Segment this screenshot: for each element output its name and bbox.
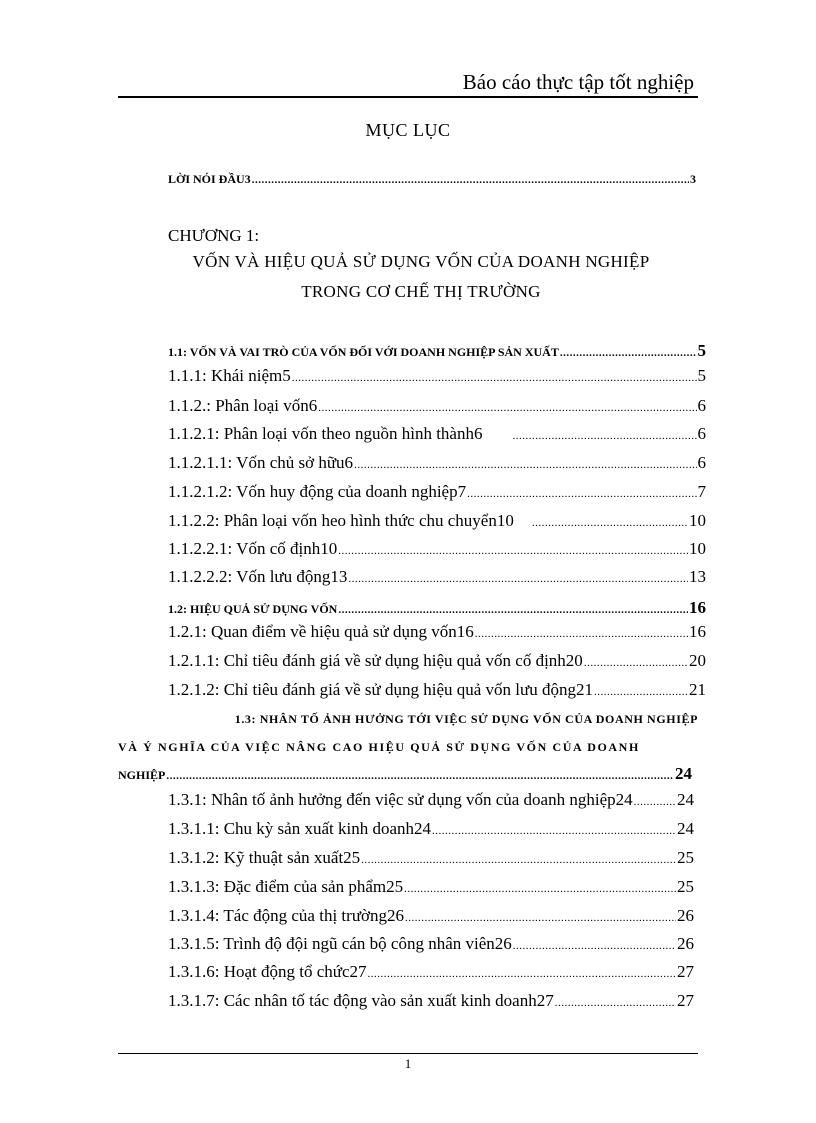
toc-entry-text: 1.1.2.1.2: Vốn huy động của doanh nghiệp7 [168,482,467,501]
toc-entry-1-3-1-2[interactable] [168,848,694,868]
toc-leader-dots [361,854,676,866]
toc-entry-text: 1.3.1.1: Chu kỳ sản xuất kinh doanh24 [168,819,432,838]
toc-entry-1-3-1-1[interactable] [168,819,694,839]
toc-entry-intro[interactable] [168,172,696,187]
toc-leader-dots [166,770,674,782]
toc-entry-page: 10 [689,511,706,530]
toc-entry-page: 6 [697,453,706,472]
toc-entry-text: 1.3.1.2: Kỹ thuật sản xuất25 [168,848,361,867]
page-header [118,66,698,98]
toc-entry-text: 1.2.1.2: Chỉ tiêu đánh giá về sử dụng hiệu quả vốn lưu động21 [168,680,593,699]
toc-entry-1-2-1-1[interactable] [168,651,706,671]
toc-entry-page: 6 [697,396,706,415]
toc-leader-dots [368,968,676,980]
toc-entry-1-1-2-2[interactable] [168,511,706,531]
toc-leader-dots [404,883,676,895]
toc-entry-1-3-1-5[interactable] [168,934,694,954]
toc-leader-dots [512,430,696,442]
chapter-title-line1: VỐN VÀ HIỆU QUẢ SỬ DỤNG VỐN CỦA DOANH NGHIỆP [192,252,650,271]
toc-entry-text: 1.1.2.1: Phân loại vốn theo nguồn hình thành6 [168,424,483,443]
toc-leader-dots [467,488,696,500]
toc-entry-1-1[interactable] [168,341,706,361]
toc-leader-dots [338,604,688,616]
toc-entry-page: 27 [677,991,694,1010]
toc-leader-dots [555,997,676,1009]
toc-entry-page: 5 [697,341,706,360]
toc-leader-dots [318,402,696,414]
toc-entry-text: NGHIỆP [118,768,166,782]
chapter-label: CHƯƠNG 1: [168,226,260,245]
toc-leader-dots [338,545,688,557]
toc-leader-dots [292,372,697,384]
chapter-title-line2: TRONG CƠ CHẾ THỊ TRƯỜNG [301,282,541,301]
toc-entry-text: 1.1.2.2.2: Vốn lưu động13 [168,567,348,586]
toc-entry-page: 26 [677,906,694,925]
toc-entry-page: 24 [677,819,694,838]
toc-entry-1-1-2-2-1[interactable] [168,539,706,559]
toc-entry-text: 1.1.2.: Phân loại vốn6 [168,396,318,415]
toc-entry-1-2-1-2[interactable] [168,680,706,700]
toc-leader-dots [532,517,688,529]
toc-entry-text: LỜI NÓI ĐẦU3 [168,172,251,186]
toc-leader-dots [513,940,676,952]
toc-entry-page: 24 [677,790,694,809]
toc-entry-1-3-line3[interactable] [118,764,692,784]
toc-entry-1-3-line1[interactable]: 1.3: NHÂN TỐ ẢNH HƯỞNG TỚI VIỆC SỬ DỤNG VỐN CỦA DOANH NGHIỆP [234,712,698,726]
toc-leader-dots [560,347,697,359]
toc-entry-page: 3 [690,172,696,186]
toc-heading: MỤC LỤC [365,120,451,140]
toc-entry-1-1-2-1[interactable] [168,424,706,444]
toc-entry-page: 24 [675,764,692,783]
toc-entry-page: 16 [689,622,706,641]
page-number: 1 [404,1056,412,1071]
toc-leader-dots [475,628,688,640]
toc-entry-1-3-1-7[interactable] [168,991,694,1011]
toc-entry-1-1-2-1-1[interactable] [168,453,706,473]
toc-entry-text: 1.3.1.6: Hoạt động tổ chức27 [168,962,367,981]
toc-entry-page: 25 [677,877,694,896]
toc-leader-dots [432,825,676,837]
toc-entry-text: 1.1.2.2.1: Vốn cố định10 [168,539,338,558]
toc-entry-1-1-1[interactable] [168,366,706,386]
toc-entry-page: 26 [677,934,694,953]
toc-entry-text: 1.1: VỐN VÀ VAI TRÒ CỦA VỐN ĐỐI VỚI DOANH NGHIỆP SẢN XUẤT [168,345,559,359]
toc-entry-1-2[interactable] [168,598,706,618]
toc-entry-page: 21 [689,680,706,699]
toc-entry-text: 1.3.1.4: Tác động của thị trường26 [168,906,405,925]
toc-entry-text: 1.2.1: Quan điểm về hiệu quả sử dụng vốn16 [168,622,474,641]
toc-entry-1-3-1-4[interactable] [168,906,694,926]
toc-entry-page: 16 [689,598,706,617]
toc-entry-page: 10 [689,539,706,558]
toc-entry-page: 27 [677,962,694,981]
toc-entry-1-2-1[interactable] [168,622,706,642]
header-title: Báo cáo thực tập tốt nghiệp [462,70,694,94]
toc-entry-page: 5 [697,366,706,385]
toc-leader-dots [594,686,688,698]
toc-entry-text: 1.3.1: Nhân tố ảnh hưởng đến việc sử dụng vốn của doanh nghiệp24 [168,790,633,809]
toc-leader-dots [252,174,689,186]
toc-entry-page: 7 [697,482,706,501]
toc-entry-1-3-1[interactable] [168,790,694,810]
toc-entry-text: 1.1.2.1.1: Vốn chủ sở hữu6 [168,453,354,472]
toc-entry-page: 25 [677,848,694,867]
toc-entry-page: 20 [689,651,706,670]
toc-leader-dots [634,796,676,808]
toc-entry-text: 1.2.1.1: Chỉ tiêu đánh giá về sử dụng hiệu quả vốn cố định20 [168,651,583,670]
toc-leader-dots [405,912,676,924]
toc-entry-1-1-2[interactable] [168,396,706,416]
toc-entry-page: 13 [689,567,706,586]
toc-entry-text: 1.3.1.5: Trình độ đội ngũ cán bộ công nhân viên26 [168,934,512,953]
toc-entry-page: 6 [697,424,706,443]
toc-entry-1-1-2-2-2[interactable] [168,567,706,587]
toc-entry-text: 1.1.2.2: Phân loại vốn heo hình thức chu chuyển10 [168,511,514,530]
toc-entry-1-3-line2[interactable]: VÀ Ý NGHĨA CỦA VIỆC NÂNG CAO HIỆU QUẢ SỬ DỤNG VỐN CỦA DOANH [118,740,640,754]
toc-entry-1-3-1-6[interactable] [168,962,694,982]
toc-entry-1-3-1-3[interactable] [168,877,694,897]
toc-leader-dots [348,573,688,585]
toc-entry-text: 1.2: HIỆU QUẢ SỬ DỤNG VỐN [168,602,338,616]
toc-entry-text: 1.3.1.7: Các nhân tố tác động vào sản xuất kinh doanh27 [168,991,554,1010]
toc-entry-1-1-2-1-2[interactable] [168,482,706,502]
toc-leader-dots [354,459,696,471]
footer-divider [118,1053,698,1054]
toc-entry-text: 1.1.1: Khái niệm5 [168,366,291,385]
toc-leader-dots [584,657,688,669]
toc-entry-text: 1.3.1.3: Đặc điểm của sản phẩm25 [168,877,404,896]
